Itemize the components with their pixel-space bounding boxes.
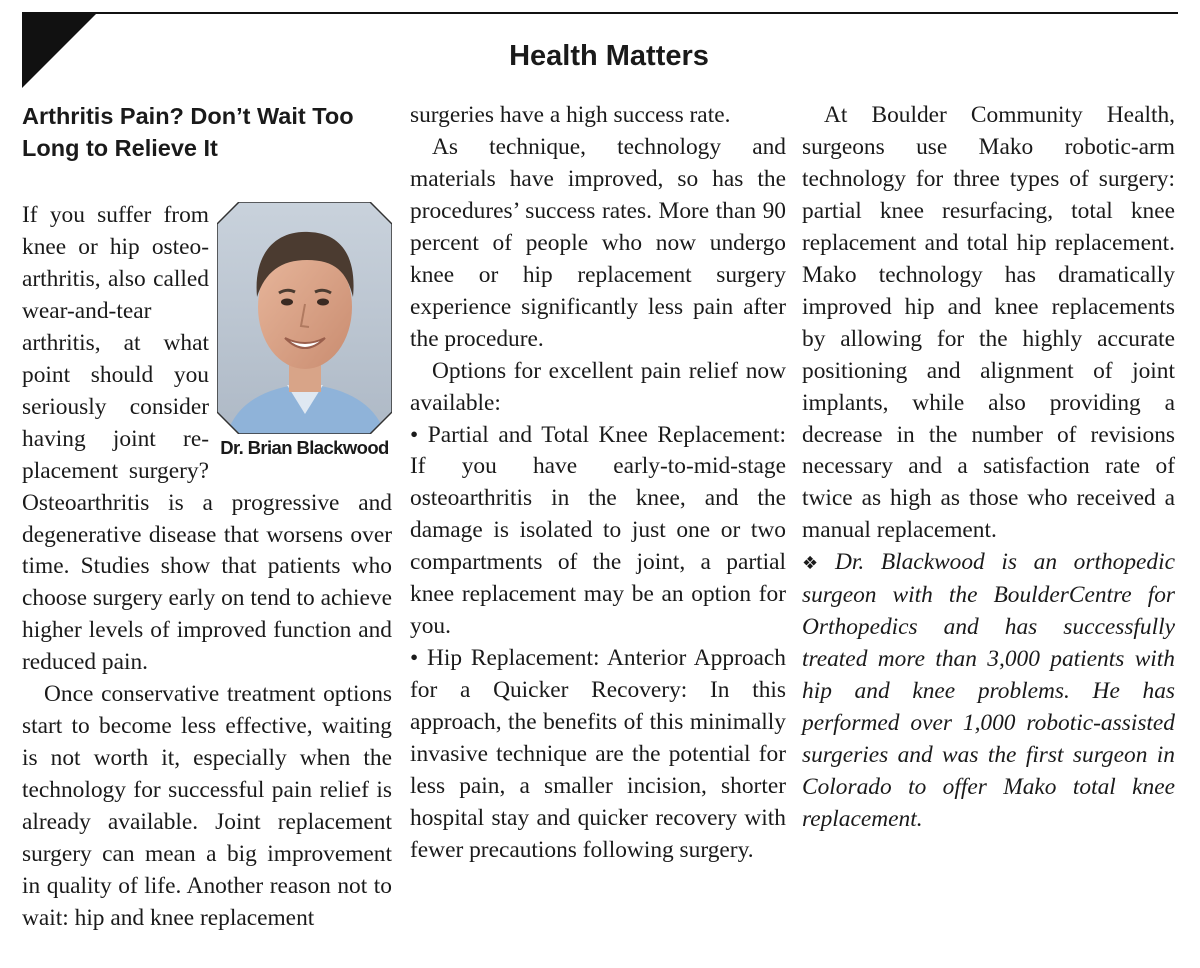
paragraph: If you suffer from knee or hip osteoarthritis, also called wear-and-tear arthritis, at what point should you seriously consider having joint replacement surgery? Osteoarthritis is a progressive and degenerative disease that worsens over time. Studies show that patients who choose surgery early on tend to achieve higher levels of improved function and reduced pain.: [22, 202, 392, 676]
article-headline: Arthritis Pain? Don’t Wait Too Long to Relieve It: [22, 103, 354, 161]
author-bio: [802, 547, 1175, 836]
paragraph-continued: surgeries have a high success rate.: [410, 102, 731, 128]
section-title: Health Matters: [509, 40, 709, 72]
column-1: [22, 100, 392, 935]
photo-caption: Dr. Brian Blackwood: [220, 437, 389, 458]
diamond-ornament-icon: ❖: [802, 553, 829, 575]
column-3: [802, 100, 1175, 836]
paragraph: Options for excellent pain relief now available:: [410, 357, 786, 416]
author-photo-block: [217, 202, 392, 460]
doctor-portrait-photo: [217, 202, 392, 434]
paragraph: At Boulder Community Health, surgeons use Mako robotic-arm technology for three types of surgery: partial knee resurfacing, total knee replacement and total hip replacement. Mako technology has dramatically improved hip and knee replacements by allowing for the highly accurate positioning and alignment of joint implants, while also providing a decrease in the number of revisions necessary and a satisfaction rate of twice as high as those who received a manual replacement.: [802, 102, 1175, 544]
bullet-paragraph: • Partial and Total Knee Replacement: If you have early-to-mid-stage osteoarthritis in the knee, and the damage is isolated to just one or two compartments of the joint, a partial knee replacement may be an option for you.: [410, 421, 786, 640]
author-bio-text: Dr. Blackwood is an orthopedic surgeon with the BoulderCentre for Orthopedics and has successfully treated more than 3,000 patients with hip and knee problems. He has performed over 1,000 robotic-assisted surgeries and was the first surgeon in Colorado to offer Mako total knee replacement.: [802, 549, 1176, 832]
top-rule: [22, 12, 1178, 14]
bullet-paragraph: • Hip Replacement: Anterior Approach for a Quicker Recovery: In this approach, the benefits of this minimally invasive technique are the potential for less pain, a smaller incision, shorter hospital stay and quicker recovery with fewer precautions following surgery.: [410, 645, 786, 863]
paragraph: As technique, technology and materials have improved, so has the procedures’ success rates. More than 90 percent of people who now undergo knee or hip replacement surgery experience significantly less pain after the procedure.: [410, 133, 786, 352]
column-2: [410, 100, 786, 867]
paragraph: Once conservative treatment options start to become less effective, waiting is not worth it, especially when the technology for successful pain relief is already available. Joint replacement surgery can mean a big improvement in quality of life. Another reason not to wait: hip and knee replacement: [22, 681, 392, 931]
